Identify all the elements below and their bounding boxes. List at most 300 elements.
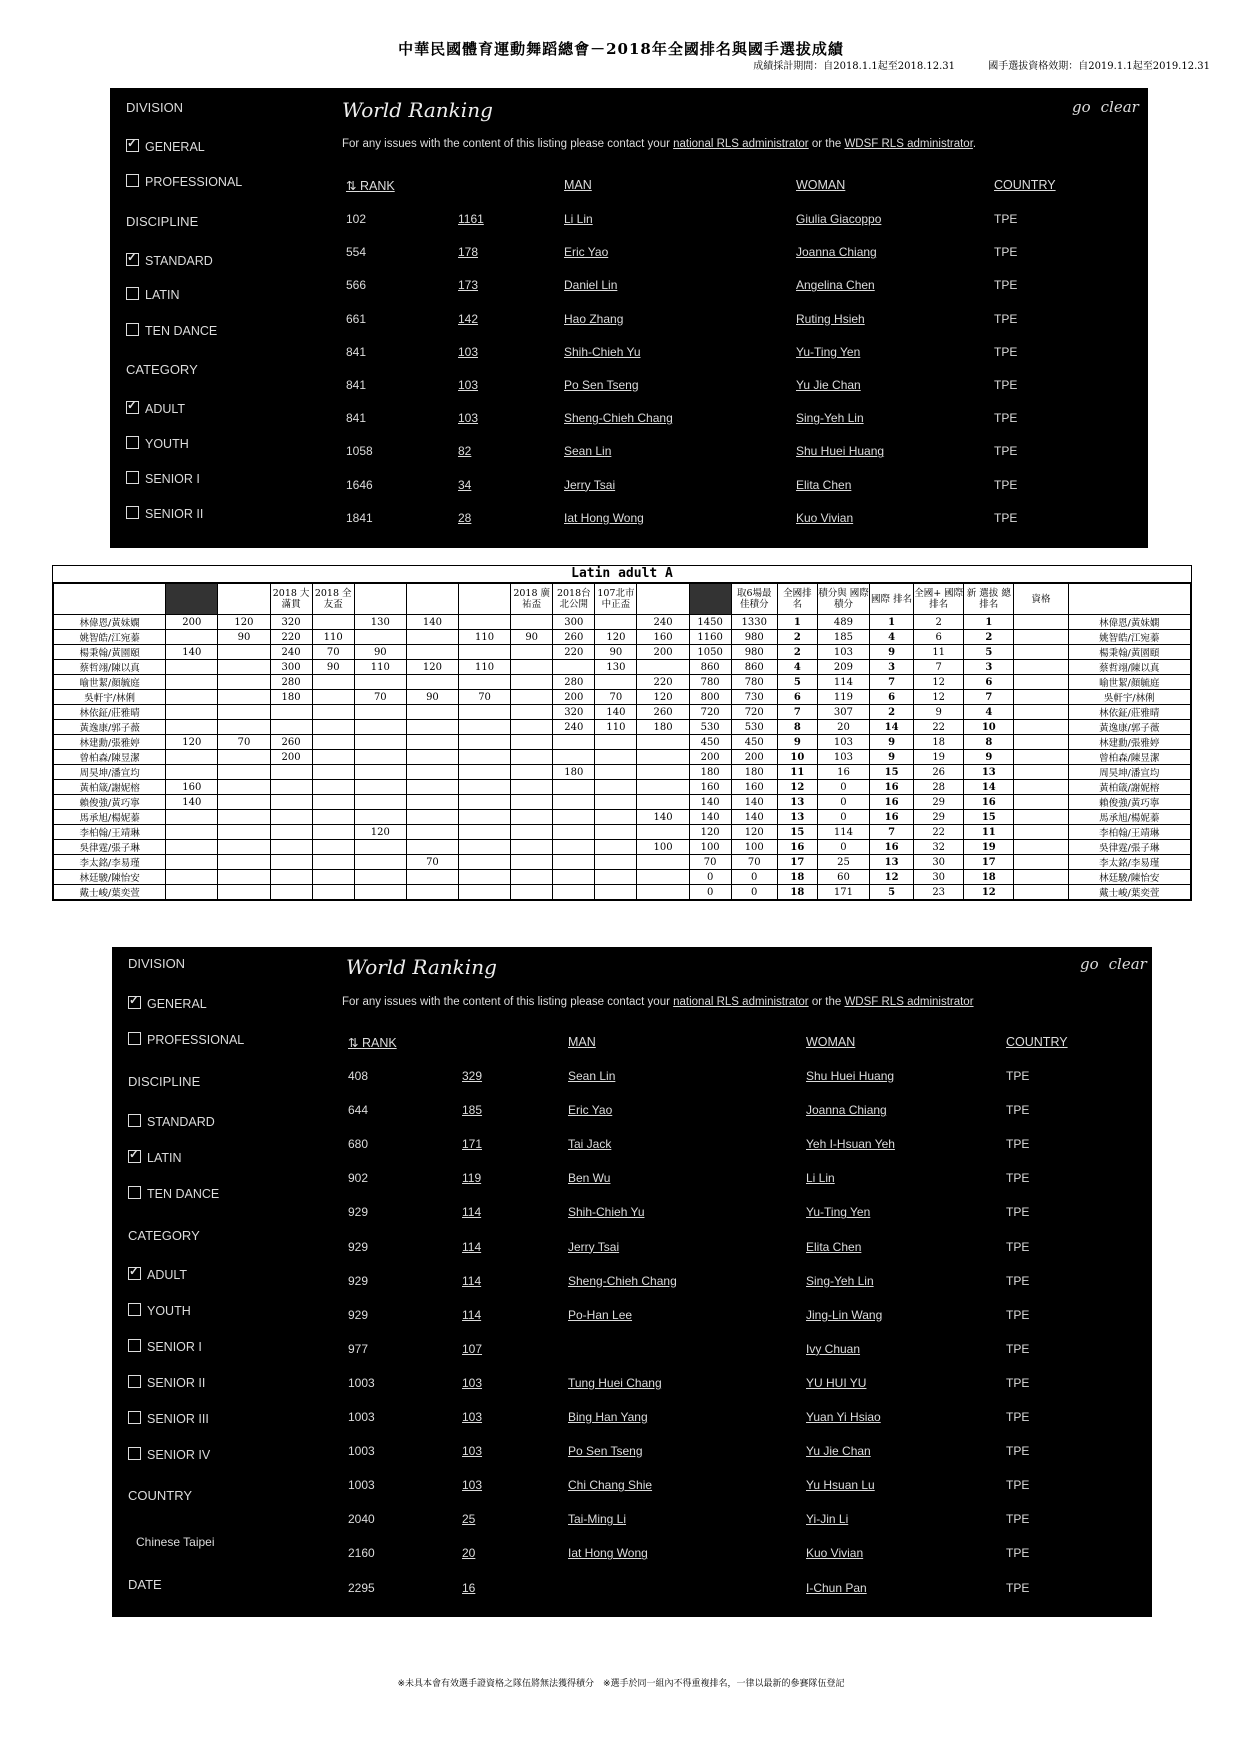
filter-senior-1[interactable]: SENIOR I	[126, 471, 200, 486]
woman-name-link[interactable]: Yuan Yi Hsiao	[806, 1410, 881, 1424]
couple-name: 吳律霆/張子琳	[54, 840, 166, 855]
country-cell: TPE	[1006, 1239, 1030, 1254]
score-cell	[406, 840, 458, 855]
country-cell: TPE	[994, 278, 1018, 293]
filter-senior-3[interactable]: SENIOR III	[128, 1411, 209, 1426]
column-header: 國際 排名	[870, 584, 914, 615]
score-cell: 25	[817, 855, 869, 870]
score-cell: 0	[817, 780, 869, 795]
go-button[interactable]: go	[1072, 98, 1091, 116]
woman-name-link[interactable]: Yi-Jin Li	[806, 1512, 849, 1527]
woman-name-link[interactable]: Joanna Chiang	[796, 245, 877, 260]
points-link[interactable]: 114	[462, 1273, 482, 1288]
score-cell: 200	[689, 750, 731, 765]
man-name-link[interactable]: Iat Hong Wong	[564, 510, 644, 525]
sort-icon[interactable]: ⇅	[348, 1036, 362, 1050]
go-clear-controls	[1070, 955, 1147, 973]
rank-cell: 566	[346, 278, 367, 293]
score-cell: 70	[218, 735, 270, 750]
discipline-heading: DISCIPLINE	[128, 1074, 201, 1089]
score-cell	[553, 795, 595, 810]
filter-latin[interactable]: ✓LATIN	[128, 1150, 182, 1165]
filter-youth[interactable]: YOUTH	[128, 1303, 191, 1318]
score-cell	[459, 810, 511, 825]
woman-name-link[interactable]: Yu Jie Chan	[806, 1444, 871, 1459]
points-link[interactable]: 114	[462, 1205, 482, 1220]
national-rls-link[interactable]: national RLS administrator	[673, 138, 809, 150]
score-cell: 15	[964, 810, 1014, 825]
woman-name-link[interactable]: Jing-Lin Wang	[806, 1307, 883, 1322]
woman-name-link[interactable]: Angelina Chen	[796, 278, 875, 293]
woman-name-link[interactable]: Kuo Vivian	[806, 1546, 864, 1561]
man-name-link[interactable]: Ben Wu	[568, 1171, 611, 1186]
checkbox-checked-icon[interactable]	[126, 401, 139, 414]
rank-cell: 680	[348, 1137, 369, 1152]
score-cell	[459, 675, 511, 690]
score-cell	[511, 825, 553, 840]
score-cell	[459, 705, 511, 720]
score-cell	[595, 615, 637, 630]
man-name-link[interactable]: Po Sen Tseng	[568, 1444, 643, 1459]
score-cell: 11	[914, 645, 964, 660]
checkbox-icon[interactable]	[128, 1447, 141, 1460]
man-name-link[interactable]: Sean Lin	[568, 1069, 616, 1083]
filter-adult[interactable]: ✓ADULT	[128, 1267, 187, 1282]
score-cell: 吳軒宇/林俐	[1068, 690, 1190, 705]
filter-senior-2[interactable]: SENIOR II	[128, 1375, 205, 1390]
stat-period: 成績採計期間：自2018.1.1起至2018.12.31	[753, 61, 956, 72]
score-cell: 2	[870, 705, 914, 720]
man-name-link[interactable]: Shih-Chieh Yu	[564, 344, 641, 359]
country-cell: TPE	[1006, 1205, 1030, 1220]
woman-name-link[interactable]: Ruting Hsieh	[796, 311, 865, 326]
latin-adult-a-table	[52, 565, 1192, 901]
rank-cell: 841	[346, 378, 367, 392]
score-cell	[270, 795, 312, 810]
score-cell: 18	[777, 870, 817, 885]
woman-name-link[interactable]: Yu-Ting Yen	[796, 344, 861, 359]
column-header: 2018 廣祐盃	[511, 584, 553, 615]
col-man[interactable]: MAN	[564, 178, 592, 192]
score-cell: 140	[406, 615, 458, 630]
score-cell	[312, 795, 354, 810]
filter-standard[interactable]: ✓STANDARD	[126, 253, 213, 268]
score-cell	[166, 810, 218, 825]
man-name-link[interactable]: Hao Zhang	[564, 311, 624, 326]
table-row	[54, 855, 1191, 870]
checkbox-icon[interactable]	[128, 1114, 141, 1127]
score-cell: 7	[914, 660, 964, 675]
man-name-link[interactable]: Chi Chang Shie	[568, 1478, 653, 1493]
man-name-link[interactable]: Daniel Lin	[564, 278, 618, 293]
man-name-link[interactable]: Po-Han Lee	[568, 1307, 633, 1322]
checkbox-checked-icon[interactable]	[128, 996, 141, 1009]
woman-name-link[interactable]: Li Lin	[806, 1171, 835, 1186]
filter-professional[interactable]: PROFESSIONAL	[126, 174, 242, 189]
score-cell: 530	[689, 720, 731, 735]
woman-name-link[interactable]: Giulia Giacoppo	[796, 212, 882, 226]
woman-name-link[interactable]: Yu Jie Chan	[796, 378, 861, 392]
column-header: 資格	[1014, 584, 1068, 615]
score-cell: 李柏翰/王靖琳	[1068, 825, 1190, 840]
score-cell: 林廷駿/陳怡安	[1068, 870, 1190, 885]
points-link[interactable]: 28	[458, 510, 472, 525]
points-link[interactable]: 185	[462, 1103, 483, 1118]
score-cell: 70	[312, 645, 354, 660]
couple-name: 賴俊強/黃巧寧	[54, 795, 166, 810]
score-cell: 1450	[689, 615, 731, 630]
score-cell	[637, 795, 689, 810]
column-header	[54, 584, 166, 615]
sort-icon[interactable]: ⇅	[346, 179, 360, 193]
score-cell: 林依鉦/莊雅晴	[1068, 705, 1190, 720]
score-cell: 307	[817, 705, 869, 720]
score-cell: 0	[817, 810, 869, 825]
rank-cell: 661	[346, 311, 367, 326]
score-cell: 19	[914, 750, 964, 765]
score-cell	[1014, 615, 1068, 630]
woman-name-link[interactable]: Yeh I-Hsuan Yeh	[806, 1137, 895, 1152]
score-cell	[459, 825, 511, 840]
man-name-link[interactable]: Tai-Ming Li	[568, 1512, 627, 1527]
filter-professional[interactable]: PROFESSIONAL	[128, 1032, 244, 1047]
score-cell: 70	[406, 855, 458, 870]
col-woman[interactable]: WOMAN	[796, 178, 846, 192]
score-cell: 林建勳/張雅婷	[1068, 735, 1190, 750]
country-cell: TPE	[1006, 1171, 1030, 1186]
checkbox-icon[interactable]	[128, 1411, 141, 1424]
score-cell: 17	[777, 855, 817, 870]
score-cell	[270, 855, 312, 870]
score-cell	[406, 795, 458, 810]
man-name-link[interactable]: Eric Yao	[568, 1103, 613, 1118]
points-link[interactable]: 107	[462, 1341, 483, 1356]
points-link[interactable]: 25	[462, 1512, 476, 1527]
points-link[interactable]: 20	[462, 1546, 476, 1561]
score-cell	[511, 855, 553, 870]
points-link[interactable]: 171	[462, 1137, 483, 1152]
score-cell: 980	[731, 630, 777, 645]
filter-latin[interactable]: LATIN	[126, 287, 180, 302]
score-cell: 18	[777, 885, 817, 900]
man-name-link[interactable]: Li Lin	[564, 212, 593, 226]
clear-button[interactable]: clear	[1100, 98, 1139, 116]
points-link[interactable]: 142	[458, 311, 479, 326]
filter-general[interactable]: ✓GENERAL	[128, 996, 207, 1011]
points-link[interactable]: 103	[462, 1410, 483, 1424]
man-name-link[interactable]: Tung Huei Chang	[568, 1375, 662, 1390]
footer-note: ※未具本會有效選手證資格之隊伍將無法獲得積分 ※選手於同一組內不得重複排名，一律以最新的參賽隊伍登記	[397, 1679, 845, 1689]
score-cell	[312, 840, 354, 855]
woman-name-link[interactable]: Yu-Ting Yen	[806, 1205, 871, 1220]
score-cell: 16	[817, 765, 869, 780]
score-cell	[218, 705, 270, 720]
score-cell: 90	[354, 645, 406, 660]
checkbox-icon[interactable]	[126, 287, 139, 300]
couple-name: 林建勳/張雅婷	[54, 735, 166, 750]
table-row	[54, 780, 1191, 795]
points-link[interactable]: 82	[458, 444, 472, 459]
score-cell: 10	[964, 720, 1014, 735]
score-cell: 6	[870, 690, 914, 705]
points-link[interactable]: 114	[462, 1239, 482, 1254]
points-link[interactable]: 178	[458, 245, 479, 260]
score-cell	[459, 735, 511, 750]
score-cell	[1014, 855, 1068, 870]
checkbox-checked-icon[interactable]	[128, 1267, 141, 1280]
woman-name-link[interactable]: Ivy Chuan	[806, 1341, 861, 1356]
woman-name-link[interactable]: Yu Hsuan Lu	[806, 1478, 875, 1493]
filter-senior-4[interactable]: SENIOR IV	[128, 1447, 210, 1462]
score-cell	[637, 780, 689, 795]
score-cell: 12	[870, 870, 914, 885]
score-cell: 180	[270, 690, 312, 705]
filter-senior-1[interactable]: SENIOR I	[128, 1339, 202, 1354]
score-cell	[1014, 705, 1068, 720]
man-name-link[interactable]: Jerry Tsai	[564, 477, 616, 492]
score-cell: 90	[511, 630, 553, 645]
points-link[interactable]: 103	[462, 1478, 483, 1493]
column-header: 取6場最 佳積分	[731, 584, 777, 615]
score-cell	[354, 870, 406, 885]
score-cell: 730	[731, 690, 777, 705]
score-cell	[406, 735, 458, 750]
man-name-link[interactable]: Sheng-Chieh Chang	[564, 411, 673, 426]
woman-name-link[interactable]: Kuo Vivian	[796, 510, 854, 525]
score-cell	[270, 705, 312, 720]
score-cell: 8	[777, 720, 817, 735]
score-cell: 280	[270, 675, 312, 690]
couple-name: 周昊坤/潘宣均	[54, 765, 166, 780]
filter-ten-dance[interactable]: TEN DANCE	[126, 323, 217, 338]
col-rank[interactable]: ⇅ RANK	[346, 179, 395, 193]
score-cell: 120	[731, 825, 777, 840]
score-cell	[166, 870, 218, 885]
checkbox-checked-icon[interactable]	[128, 1150, 141, 1163]
score-cell	[166, 705, 218, 720]
points-link[interactable]: 329	[462, 1069, 483, 1083]
table-row	[54, 675, 1191, 690]
points-link[interactable]: 114	[462, 1307, 482, 1322]
points-link[interactable]: 1161	[458, 212, 484, 226]
man-name-link[interactable]: Po Sen Tseng	[564, 378, 639, 392]
score-cell	[595, 780, 637, 795]
col-rank[interactable]: ⇅ RANK	[348, 1036, 397, 1050]
score-cell	[553, 870, 595, 885]
man-name-link[interactable]: Jerry Tsai	[568, 1239, 620, 1254]
score-cell: 18	[964, 870, 1014, 885]
column-header	[406, 584, 458, 615]
country-select[interactable]: Chinese Taipei	[136, 1535, 215, 1549]
go-button[interactable]: go	[1080, 955, 1099, 973]
points-link[interactable]: 103	[462, 1444, 483, 1459]
score-cell	[312, 765, 354, 780]
checkbox-checked-icon[interactable]	[126, 253, 139, 266]
couple-name: 戴士峻/葉奕萱	[54, 885, 166, 900]
score-cell	[312, 705, 354, 720]
date-heading: DATE	[128, 1577, 162, 1592]
score-cell	[312, 855, 354, 870]
col-country[interactable]: COUNTRY	[994, 178, 1056, 192]
country-cell: TPE	[1006, 1444, 1030, 1459]
man-name-link[interactable]: Sean Lin	[564, 444, 612, 459]
score-cell	[553, 855, 595, 870]
filter-standard[interactable]: STANDARD	[128, 1114, 215, 1129]
score-cell: 10	[777, 750, 817, 765]
points-link[interactable]: 119	[462, 1171, 482, 1186]
country-cell: TPE	[1006, 1307, 1030, 1322]
score-cell: 70	[689, 855, 731, 870]
points-link[interactable]: 103	[458, 411, 479, 426]
points-link[interactable]: 34	[458, 477, 472, 492]
filter-youth[interactable]: YOUTH	[126, 436, 189, 451]
score-cell	[166, 765, 218, 780]
checkbox-icon[interactable]	[128, 1339, 141, 1352]
score-cell: 戴士峻/葉奕萱	[1068, 885, 1190, 900]
rank-cell: 1058	[346, 444, 373, 459]
country-cell: TPE	[994, 510, 1018, 525]
points-link[interactable]: 103	[458, 378, 479, 392]
woman-name-link[interactable]: Shu Huei Huang	[796, 444, 885, 459]
score-cell: 2	[777, 645, 817, 660]
score-cell: 260	[637, 705, 689, 720]
score-cell	[166, 660, 218, 675]
score-cell	[166, 750, 218, 765]
man-name-link[interactable]: Shih-Chieh Yu	[568, 1205, 645, 1220]
country-cell: TPE	[1006, 1341, 1030, 1356]
score-cell	[553, 825, 595, 840]
score-cell: 120	[166, 735, 218, 750]
score-cell: 70	[459, 690, 511, 705]
score-cell: 7	[870, 825, 914, 840]
checkbox-icon[interactable]	[128, 1303, 141, 1316]
table-row	[54, 765, 1191, 780]
score-cell	[553, 840, 595, 855]
woman-name-link[interactable]: Sing-Yeh Lin	[806, 1273, 874, 1288]
score-cell: 180	[553, 765, 595, 780]
score-cell	[1014, 645, 1068, 660]
score-cell	[166, 855, 218, 870]
score-cell: 李太銘/李易瑾	[1068, 855, 1190, 870]
score-cell	[270, 780, 312, 795]
score-cell	[595, 840, 637, 855]
score-cell: 9	[870, 750, 914, 765]
points-link[interactable]: 103	[462, 1375, 483, 1390]
score-cell	[312, 690, 354, 705]
checkbox-icon[interactable]	[126, 174, 139, 187]
score-cell: 530	[731, 720, 777, 735]
woman-name-link[interactable]: Elita Chen	[796, 477, 852, 492]
man-name-link[interactable]: Bing Han Yang	[568, 1410, 648, 1424]
table-title: Latin adult A	[53, 566, 1191, 583]
man-name-link[interactable]: Tai Jack	[568, 1137, 612, 1152]
national-rls-link[interactable]: national RLS administrator	[673, 996, 809, 1008]
checkbox-icon[interactable]	[126, 471, 139, 484]
table-row	[54, 795, 1191, 810]
score-cell: 6	[777, 690, 817, 705]
score-cell	[312, 780, 354, 795]
score-cell: 黃柏箴/謝妮榕	[1068, 780, 1190, 795]
score-cell: 9	[964, 750, 1014, 765]
checkbox-icon[interactable]	[126, 506, 139, 519]
woman-name-link[interactable]: I-Chun Pan	[806, 1580, 867, 1595]
score-cell: 12	[914, 690, 964, 705]
checkbox-icon[interactable]	[126, 323, 139, 336]
score-cell: 140	[689, 810, 731, 825]
score-cell	[595, 675, 637, 690]
score-cell	[511, 660, 553, 675]
score-cell: 0	[689, 885, 731, 900]
filter-adult[interactable]: ✓ADULT	[126, 401, 185, 416]
column-header: 2018 大滿貫	[270, 584, 312, 615]
col-woman[interactable]: WOMAN	[806, 1035, 856, 1049]
filter-general[interactable]: ✓GENERAL	[126, 139, 205, 154]
checkbox-icon[interactable]	[128, 1032, 141, 1045]
checkbox-icon[interactable]	[128, 1186, 141, 1199]
woman-name-link[interactable]: Elita Chen	[806, 1239, 862, 1254]
country-cell: TPE	[1006, 1410, 1030, 1424]
col-man[interactable]: MAN	[568, 1035, 596, 1049]
score-cell: 0	[817, 795, 869, 810]
wdsf-rls-link[interactable]: WDSF RLS administrator	[844, 996, 974, 1008]
wdsf-rls-link[interactable]: WDSF RLS administrator	[844, 138, 973, 150]
checkbox-checked-icon[interactable]	[126, 139, 139, 152]
couple-name: 李柏翰/王靖琳	[54, 825, 166, 840]
man-name-link[interactable]: Sheng-Chieh Chang	[568, 1273, 677, 1288]
score-cell	[459, 840, 511, 855]
points-link[interactable]: 16	[462, 1580, 476, 1595]
points-link[interactable]: 173	[458, 278, 479, 293]
checkbox-icon[interactable]	[128, 1375, 141, 1388]
man-name-link[interactable]: Eric Yao	[564, 245, 609, 260]
score-cell	[270, 810, 312, 825]
woman-name-link[interactable]: Sing-Yeh Lin	[796, 411, 864, 426]
checkbox-icon[interactable]	[126, 436, 139, 449]
score-cell	[637, 660, 689, 675]
couple-name: 李太銘/李易瑾	[54, 855, 166, 870]
points-link[interactable]: 103	[458, 344, 479, 359]
score-cell	[406, 630, 458, 645]
score-cell: 喻世絜/顏毓庭	[1068, 675, 1190, 690]
score-cell	[595, 855, 637, 870]
woman-name-link[interactable]: Joanna Chiang	[806, 1103, 887, 1118]
clear-button[interactable]: clear	[1108, 955, 1147, 973]
score-cell: 1050	[689, 645, 731, 660]
score-cell	[270, 870, 312, 885]
score-cell: 13	[777, 810, 817, 825]
table-row	[54, 660, 1191, 675]
filter-senior-2[interactable]: SENIOR II	[126, 506, 203, 521]
filter-ten-dance[interactable]: TEN DANCE	[128, 1186, 219, 1201]
woman-name-link[interactable]: Shu Huei Huang	[806, 1069, 895, 1083]
score-cell: 130	[354, 615, 406, 630]
country-cell: TPE	[994, 311, 1018, 326]
man-name-link[interactable]: Iat Hong Wong	[568, 1546, 648, 1561]
score-cell	[511, 735, 553, 750]
score-cell: 320	[270, 615, 312, 630]
contact-notice: For any issues with the content of this listing please contact your national RLS administrator or the WDSF RLS administrator	[342, 996, 974, 1008]
woman-name-link[interactable]: YU HUI YU	[806, 1375, 867, 1390]
score-cell: 22	[914, 825, 964, 840]
score-cell: 220	[553, 645, 595, 660]
col-country[interactable]: COUNTRY	[1006, 1035, 1068, 1049]
country-cell: TPE	[1006, 1478, 1030, 1493]
score-cell	[1014, 630, 1068, 645]
score-cell	[1014, 825, 1068, 840]
go-clear-controls	[1062, 98, 1139, 116]
score-cell	[218, 765, 270, 780]
score-cell: 720	[689, 705, 731, 720]
